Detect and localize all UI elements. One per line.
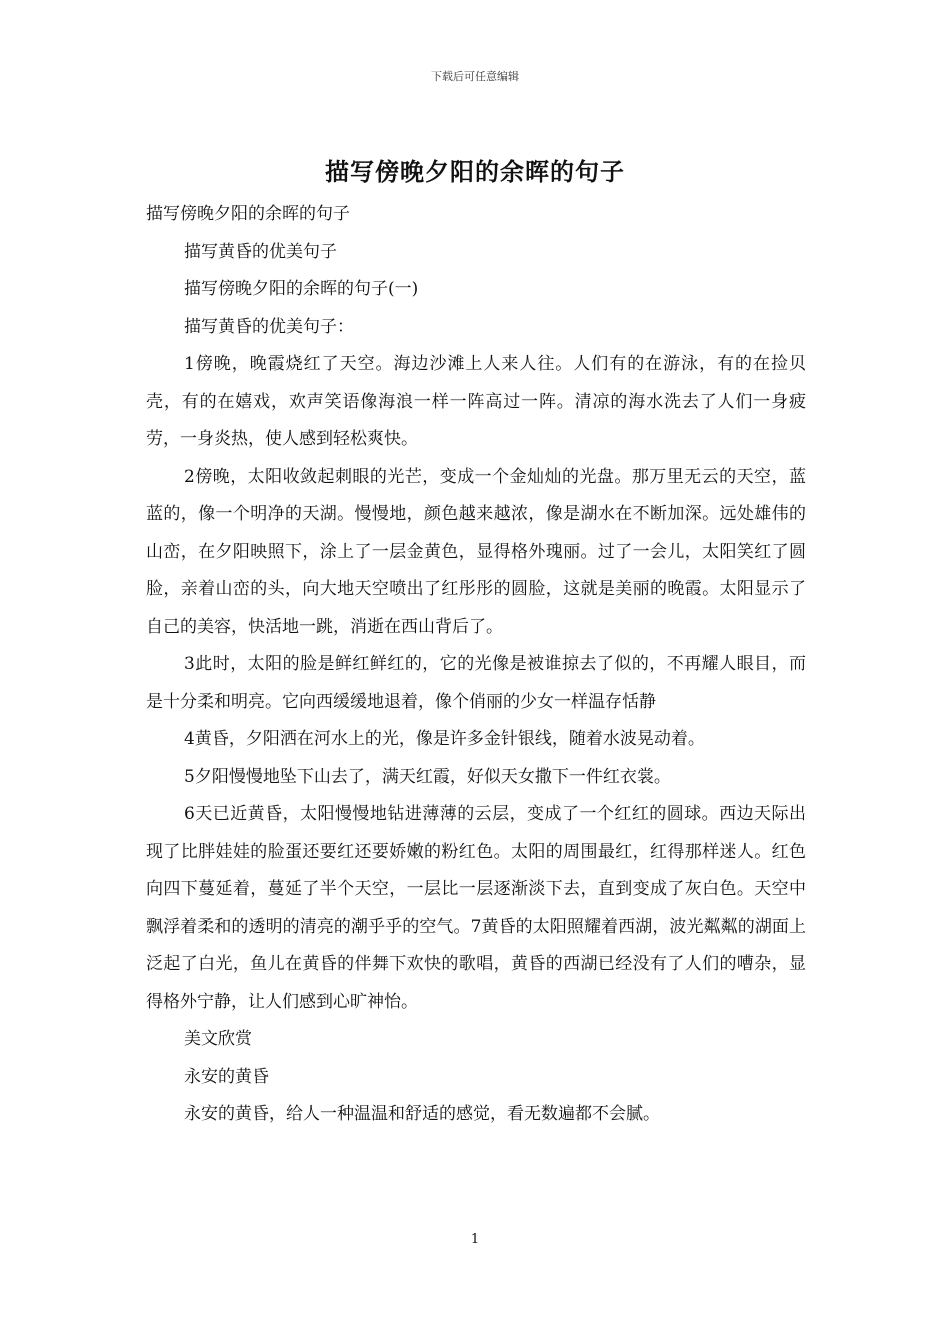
paragraph: 描写黄昏的优美句子：: [184, 316, 354, 337]
paragraph: 描写傍晚夕阳的余晖的句子(一): [184, 279, 419, 299]
paragraph: 1傍晚，晚霞烧红了天空。海边沙滩上人来人往。人们有的在游泳，有的在捡贝壳，有的在嬉戏，欢声笑语像海浪一样一阵高过一阵。清凉的海水洗去了人们一身疲劳，一身炎热，使人感到轻松爽快。: [146, 354, 806, 449]
paragraph: 美文欣赏: [184, 1029, 252, 1049]
document-title: 描写傍晚夕阳的余晖的句子: [325, 157, 625, 186]
paragraph: 3此时，太阳的脸是鲜红鲜红的，它的光像是被谁掠去了似的，不再耀人眼目，而是十分柔和明亮。它向西缓缓地退着，像个俏丽的少女一样温存恬静: [146, 654, 806, 712]
paragraph: 4黄昏，夕阳洒在河水上的光，像是许多金针银线，随着水波晃动着。: [184, 729, 705, 749]
paragraph: 5夕阳慢慢地坠下山去了，满天红霞，好似天女撒下一件红衣裳。: [184, 766, 671, 787]
paragraph: 永安的黄昏: [184, 1066, 269, 1087]
document-body: [146, 196, 806, 1134]
paragraph: 6天已近黄昏，太阳慢慢地钻进薄薄的云层，变成了一个红红的圆球。西边天际出现了比胖娃娃的脸蛋还要红还要娇嫩的粉红色。太阳的周围最红，红得那样迷人。红色向四下蔓延着，蔓延了半个天空，一层比一层逐渐淡下去，直到变成了灰白色。天空中飘浮着柔和的透明的清亮的潮乎乎的空气。7黄昏的太阳照耀着西湖，波光粼粼的湖面上泛起了白光，鱼儿在黄昏的伴舞下欢快的歌唱，黄昏的西湖已经没有了人们的嘈杂，显得格外宁静，让人们感到心旷神怡。: [146, 804, 806, 1012]
paragraph: 永安的黄昏，给人一种温温和舒适的感觉，看无数遍都不会腻。: [184, 1104, 660, 1124]
paragraph: 描写黄昏的优美句子: [184, 241, 337, 262]
paragraph: 描写傍晚夕阳的余晖的句子: [146, 204, 350, 224]
page-header: 下载后可任意编辑: [431, 70, 519, 83]
paragraph: 2傍晚，太阳收敛起刺眼的光芒，变成一个金灿灿的光盘。那万里无云的天空，蓝蓝的，像一个明净的天湖。慢慢地，颜色越来越浓，像是湖水在不断加深。远处雄伟的山峦，在夕阳映照下，涂上了一层金黄色，显得格外瑰丽。过了一会儿，太阳笑红了圆脸，亲着山峦的头，向大地天空喷出了红彤彤的圆脸，这就是美丽的晚霞。太阳显示了自己的美容，快活地一跳，消逝在西山背后了。: [146, 466, 806, 637]
page-number: 1: [470, 1232, 480, 1247]
